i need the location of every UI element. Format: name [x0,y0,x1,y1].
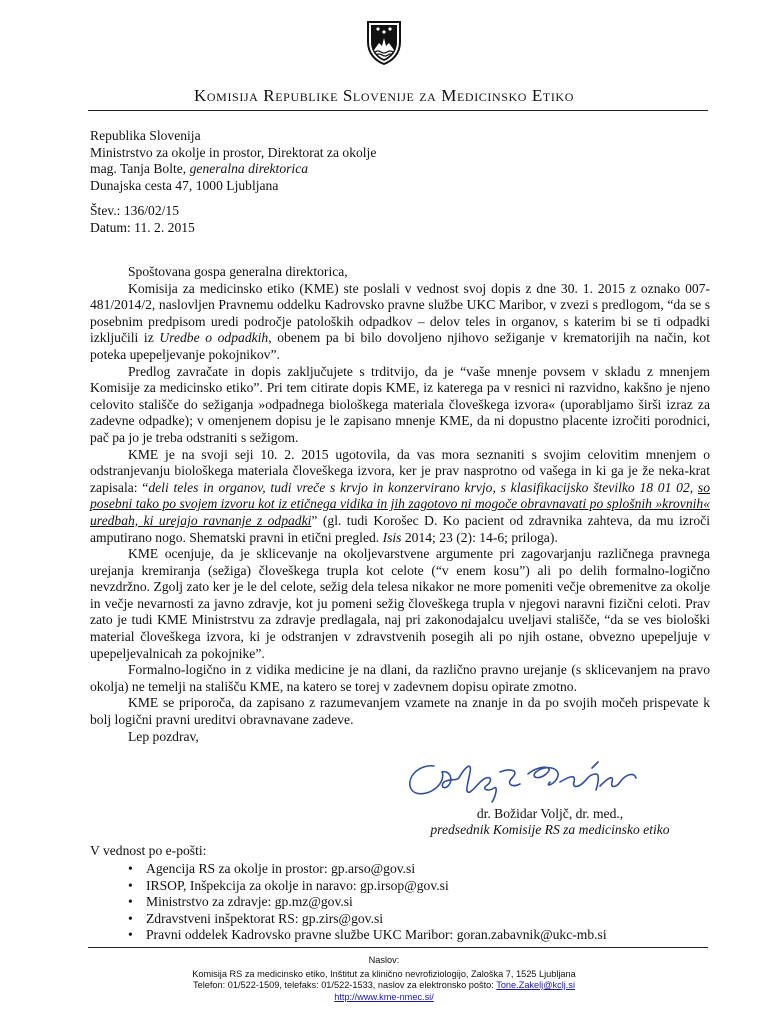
footer-divider [88,947,708,948]
recipient-address [90,128,710,194]
regulation-title: Uredbe o odpadkih [159,330,269,346]
recipient-name-line [90,161,710,178]
cc-item: • Agencija RS za okolje in prostor: gp.arso@gov.si [128,861,607,878]
recipient-street: Dunajska cesta 47, 1000 Ljubljana [90,177,279,193]
recipient-line1: Republika Slovenija [90,128,201,143]
recipient-line2: Ministrstvo za okolje in prostor, Direktorat za okolje [90,144,377,160]
paragraph-5: Formalno-logično in z vidika medicine je na dlani, da različno pravno urejanje (s sklicevanjem na pravo okolja) ne temelji na stališču KME, na katero se torej v zadevnem dopisu opirate zmotno. [90,662,710,694]
recipient-title: generalna direktorica [189,161,309,177]
recipient-name: mag. Tanja Bolte, [90,161,190,177]
reference-number: Štev.: 136/02/15 [90,203,179,218]
reference-block [90,203,710,236]
footer-label: Naslov: [368,955,400,965]
paragraph-4: KME ocenjuje, da je sklicevanje na okoljevarstvene argumente pri zagovarjanju različnega pravnega urejanja kremiranja (sežiga) človeškega trupla kot celote (“v enem kosu”) ali po delih formalno-logično nevzdržno. Zgolj zato ker je le del celote, sežig dela telesa nikakor ne more pomeniti večje obremenitve za okolje in večje nevarnosti za javno zdravje, kot ju pomeni sežig človeškega trupla v njegovi naravni fizični celoti. Prav zato je tudi KME Ministrstvu za zdravje predlagala, naj pri zakonodajalcu uveljavi stališče, “da se ves biološki material človeškega izvora, ki je odstranjen v zdravstvenih posegih ali po njih ostane, obvezno upepeljuje v upepeljevalnicah za pokojnike”. [90,546,710,661]
organization-heading: Komisija Republike Slovenije za Medicinsko Etiko [194,86,574,105]
paragraph-2: Predlog zavračate in dopis zaključujete s trditvijo, da je “vaše mnenje povsem v skladu z mnenjem Komisije za medicinsko etiko”. Pri tem citirate dopis KME, iz katerega pa v resnici ni razvidno, kakšno je njeno celovito stališče do sežiganja »odpadnega biološkega materiala človeškega izvora« (uporabljamo širši izraz za zadevne odpadke); v omenjenem dopisu je le zapisano mnenje KME, da ni dopustno placente izročiti porodnici, pač pa jo je treba odstraniti s sežigom. [90,363,710,445]
reference-date: Datum: 11. 2. 2015 [90,219,195,235]
quoted-underlined-text: so posebni tako po svojem izvoru kot iz etičnega vidika in jih zagotovo ni mogoče obravnavati po splošnih »krovnih« uredbah, ki urejajo ravnanje z odpadki [90,479,710,528]
signer-role: predsednik Komisije RS za medicinsko etiko [430,822,670,837]
footer-address: Komisija RS za medicinsko etiko, Inštitut za klinično nevrofiziologijo, Zaloška 7, 1525 Ljubljana [192,969,576,979]
closing: Lep pozdrav, [128,728,199,744]
slovenian-coat-of-arms-icon [366,20,402,66]
paragraph-3: KME je na svoji seji 10. 2. 2015 ugotovila, da vas mora seznaniti s svojim celovitim mnenjem o odstranjevanju biološkega materiala človeškega izvora, ker je prav nasprotno od vašega in ki ga je že neka-krat zapisala: “deli teles in organov, tudi vreče s krvjo in konzervirano krvjo, s klasifikacijsko številko 18 01 02, so posebni tako po svojem izvoru kot iz etičnega vidika in jih zagotovo ni mogoče obravnavati po splošnih »krovnih« uredbah, ki urejajo ravnanje z odpadki” (gl. tudi Korošec D. Ko pacient od zdravnika zahteva, da mu izroči amputirano nogo. Shematski pravni in etični pregled. Isis 2014; 23 (2): 14-6; priloga). [90,446,710,545]
salutation: Spoštovana gospa generalna direktorica, [128,264,348,279]
letter-body [90,264,710,745]
cc-item: • Zdravstveni inšpektorat RS: gp.zirs@gov.si [128,911,607,928]
footer-url-line [0,992,768,1003]
quoted-text: deli teles in organov, tudi vreče s krvjo in konzervirano krvjo, s klasifikacijsko številko 18 01 02, [148,479,698,495]
header-divider [88,110,708,111]
cc-list [128,861,607,944]
paragraph-6: KME se priporoča, da zapisano z razumevanjem vzamete na znanje in da po svojih močeh prispevate k bolj logični pravni ureditvi obravnavane zadeve. [90,695,710,728]
cc-heading: V vednost po e-pošti: [90,843,207,858]
signer-name: dr. Božidar Voljč, dr. med., [476,806,624,821]
cc-item: • IRSOP, Inšpekcija za okolje in naravo: gp.irsop@gov.si [128,878,607,895]
footer-email-link[interactable]: Tone.Zakelj@kclj.si [496,980,575,990]
cc-item: • Ministrstvo za zdravje: gp.mz@gov.si [128,894,607,911]
footer-contact: Telefon: 01/522-1509, telefaks: 01/522-1533, naslov za elektronsko pošto: Tone.Zakelj@kclj.si [193,980,575,990]
footer-website-link[interactable]: http://www.kme-nmec.si/ [334,992,434,1002]
paragraph-1: Komisija za medicinsko etiko (KME) ste poslali v vednost svoj dopis z dne 30. 1. 2015 z oznako 007-481/2014/2, naslovljen Pravnemu oddelku Kadrovsko pravne službe UKC Maribor, v zvezi s predlogom, “da se s posebnim predpisom uredi področje patoloških odpadkov – delov teles in organov, s katerim bi se ti odpadki izključili iz Uredbe o odpadkih, obenem pa bi bilo dovoljeno njihovo sežiganje v krematorijih na način, kot poteka upepeljevanje pokojnikov”. [90,280,710,362]
handwritten-signature [400,752,660,806]
cc-item: • Pravni oddelek Kadrovsko pravne službe UKC Maribor: goran.zabavnik@ukc-mb.si [128,927,607,944]
journal-name: Isis [382,529,402,545]
